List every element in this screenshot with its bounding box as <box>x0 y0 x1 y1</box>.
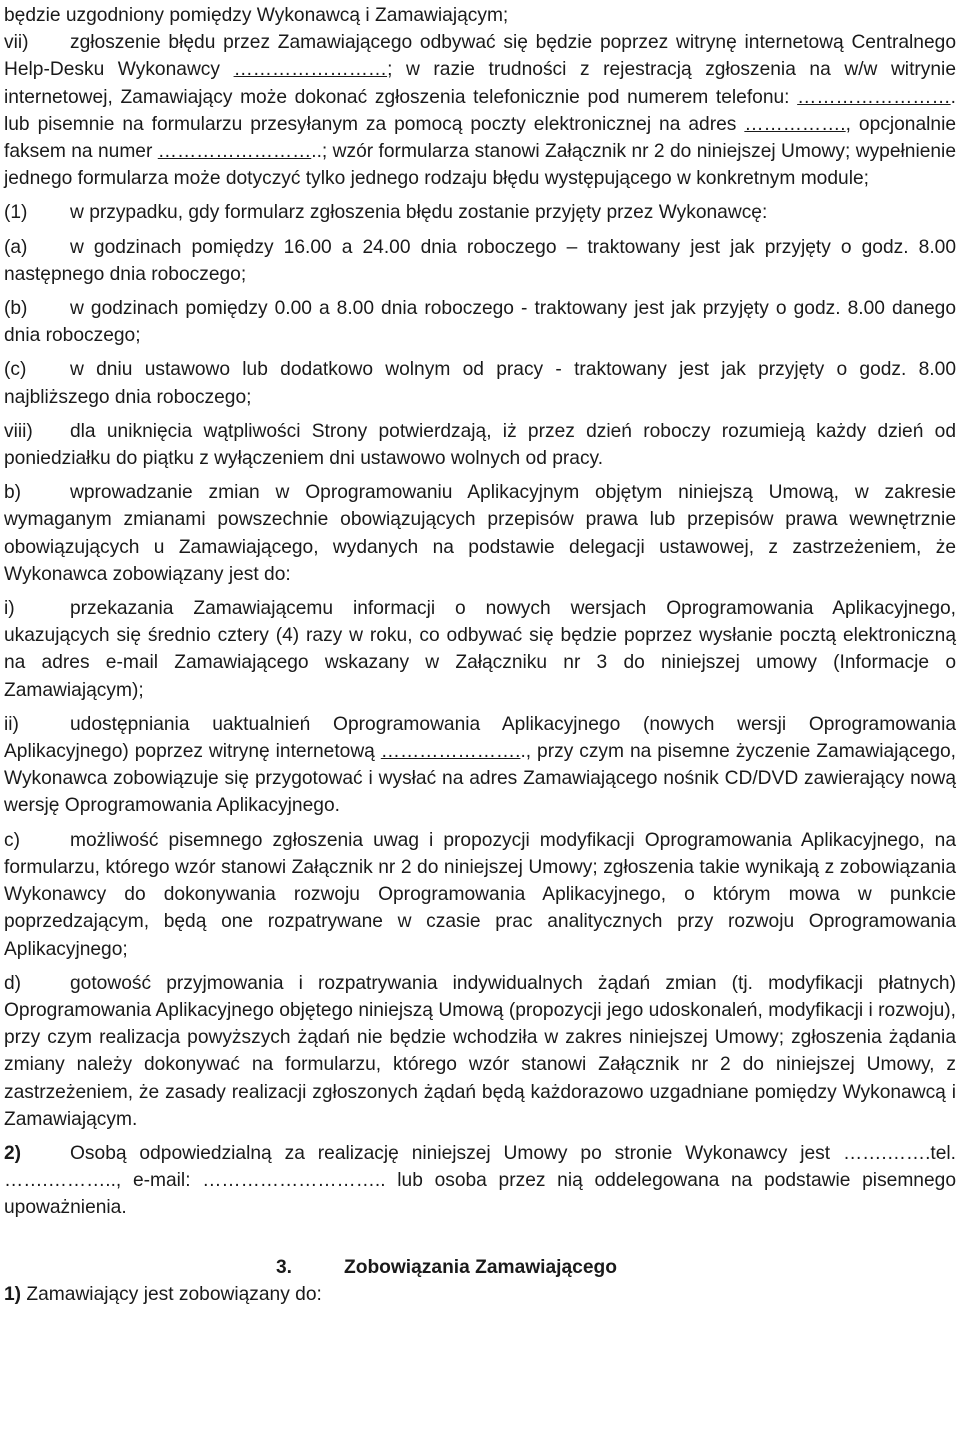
item-label: (b) <box>4 298 28 320</box>
paragraph-viii <box>4 418 956 472</box>
item-label: viii) <box>4 420 33 442</box>
paragraph-text: Osobą odpowiedzialną za realizację niniejszej Umowy po stronie Wykonawcy jest …….…….tel. …….……….., e-mail: ……………………….. lub osoba przez nią oddelegowana na podstawie pisemnego upoważnienia. <box>4 1142 956 1219</box>
paragraph-final <box>4 1281 956 1308</box>
paragraph-text: w godzinach pomiędzy 16.00 a 24.00 dnia roboczego – traktowany jest jak przyjęty o godz. 8.00 następnego dnia roboczego; <box>4 236 956 285</box>
item-label: d) <box>4 972 22 994</box>
paragraph-c-main <box>4 827 956 963</box>
paragraph-i <box>4 595 956 704</box>
item-label: c) <box>4 829 20 851</box>
paragraph-d-main <box>4 970 956 1133</box>
blank-email: ……………. <box>744 113 846 135</box>
section-heading <box>4 1254 956 1281</box>
paragraph-c <box>4 356 956 410</box>
paragraph-text: ., przy czym na pisemne życzenie Zamawiającego, Wykonawca zobowiązuje się przygotować i wysłać na adres Zamawiającego nośnik CD/DVD zawierający nową wersję Oprogramowania Aplikacyjnego. <box>4 741 957 817</box>
paragraph-text: Zamawiający jest zobowiązany do: <box>26 1283 322 1305</box>
blank-fax: …………………… <box>157 141 312 163</box>
document-page <box>0 2 960 1434</box>
paragraph-text: w dniu ustawowo lub dodatkowo wolnym od pracy - traktowany jest jak przyjęty o godz. 8.00 najbliższego dnia roboczego; <box>4 359 956 408</box>
item-label: vii) <box>4 32 29 54</box>
blank-phone: …………………… <box>797 86 951 108</box>
paragraph-vii <box>4 29 956 192</box>
paragraph-text: możliwość pisemnego zgłoszenia uwag i propozycji modyfikacji Oprogramowania Aplikacyjnego, na formularzu, którego wzór stanowi Załącznik nr 2 do niniejszej Umowy; zgłoszenia takie wynikają z zobowiązania Wykonawcy do dokonywania rozwoju Oprogramowania Aplikacyjnego, o którym mowa w punkcie poprzedzającym, będą one rozpatrywane w czasie prac analitycznych przy rozwoju Oprogramowania Aplikacyjnego; <box>4 829 956 960</box>
paragraph-a <box>4 234 956 288</box>
item-number: 2) <box>4 1142 22 1164</box>
blank-helpdesk-url: …………………… <box>233 59 388 81</box>
paragraph-text: wprowadzanie zmian w Oprogramowaniu Aplikacyjnym objętym niniejszą Umową, w zakresie wymaganym zmianami powszechnie obowiązujących przepisów prawa lub przepisów prawa wewnętrznie obowiązujących u Zamawiającego, wydanych na podstawie delegacji ustawowej, z zastrzeżeniem, że Wykonawca zobowiązany jest do: <box>4 482 956 585</box>
paragraph-text: w godzinach pomiędzy 0.00 a 8.00 dnia roboczego - traktowany jest jak przyjęty o godz. 8.00 danego dnia roboczego; <box>4 298 956 347</box>
paragraph-text: udostępniania uaktualnień Oprogramowania Aplikacyjnego (nowych wersji Oprogramowania Aplikacyjnego) poprzez witrynę internetową <box>4 713 956 763</box>
paragraph-2 <box>4 1140 956 1222</box>
item-label: (1) <box>4 202 28 224</box>
paragraph-text: przekazania Zamawiającemu informacji o nowych wersjach Oprogramowania Aplikacyjnego, ukazujących się średnio cztery (4) razy w roku, co odbywać się będzie poprzez wysłanie pocztą elektroniczną na adres e-mail Zamawiającego wskazany w Załączniku nr 3 do niniejszej umowy (Informacje o Zamawiającym); <box>4 598 956 701</box>
paragraph-text: ..; wzór formularza stanowi Załącznik nr 2 do niniejszej Umowy; wypełnienie jednego formularza może dotyczyć tylko jednego rodzaju błędu występującego w konkretnym module; <box>4 141 956 190</box>
section-number: 3. <box>276 1256 293 1278</box>
item-number: 1) <box>4 1283 22 1305</box>
paragraph-continuation: będzie uzgodniony pomiędzy Wykonawcą i Zamawiającym; <box>4 5 509 26</box>
paragraph-text: , opcjonalnie faksem na numer <box>4 113 957 163</box>
item-label: b) <box>4 482 22 504</box>
paragraph-text: gotowość przyjmowania i rozpatrywania indywidualnych żądań zmian (tj. modyfikacji płatnych) Oprogramowania Aplikacyjnego objętego niniejszą Umową (propozycji jego udoskonaleń, modyfikacji i rozwoju), przy czym realizacja powyższych żądań nie będzie wchodziła w zakres niniejszej Umowy; zgłoszenia żądania zmiany należy dokonywać na formularzu, którego wzór stanowi Załącznik nr 2 do niniejszej Umowy, z zastrzeżeniem, że zasady realizacji zgłoszonych żądań będą każdorazowo uzgadniane pomiędzy Wykonawcą i Zamawiającym. <box>4 972 956 1130</box>
paragraph-b-main <box>4 479 956 588</box>
blank-update-url: …………………. <box>380 741 521 763</box>
item-label: (c) <box>4 359 27 381</box>
paragraph-text: dla uniknięcia wątpliwości Strony potwierdzają, iż przez dzień roboczy rozumieją każdy dzień od poniedziałku do piątku z wyłączeniem dni ustawowo wolnych od pracy. <box>4 420 956 470</box>
item-label: ii) <box>4 713 19 735</box>
paragraph-1 <box>4 199 956 226</box>
paragraph-text: . lub pisemnie na formularzu przesyłanym za pomocą poczty elektronicznej na adres <box>4 86 956 135</box>
item-label: (a) <box>4 236 28 258</box>
item-label: i) <box>4 598 15 620</box>
paragraph-text: ; w razie trudności z rejestracją zgłoszenia na w/w witrynie internetowej, Zamawiający może dokonać zgłoszenia telefonicznie pod numerem telefonu: <box>4 59 956 108</box>
paragraph-text: w przypadku, gdy formularz zgłoszenia błędu zostanie przyjęty przez Wykonawcę: <box>70 202 768 224</box>
paragraph-ii <box>4 711 956 820</box>
section-title: Zobowiązania Zamawiającego <box>344 1256 617 1278</box>
paragraph-text: zgłoszenie błędu przez Zamawiającego odbywać się będzie poprzez witrynę internetową Centralnego Help-Desku Wykonawcy <box>4 32 956 81</box>
paragraph-b <box>4 295 956 349</box>
